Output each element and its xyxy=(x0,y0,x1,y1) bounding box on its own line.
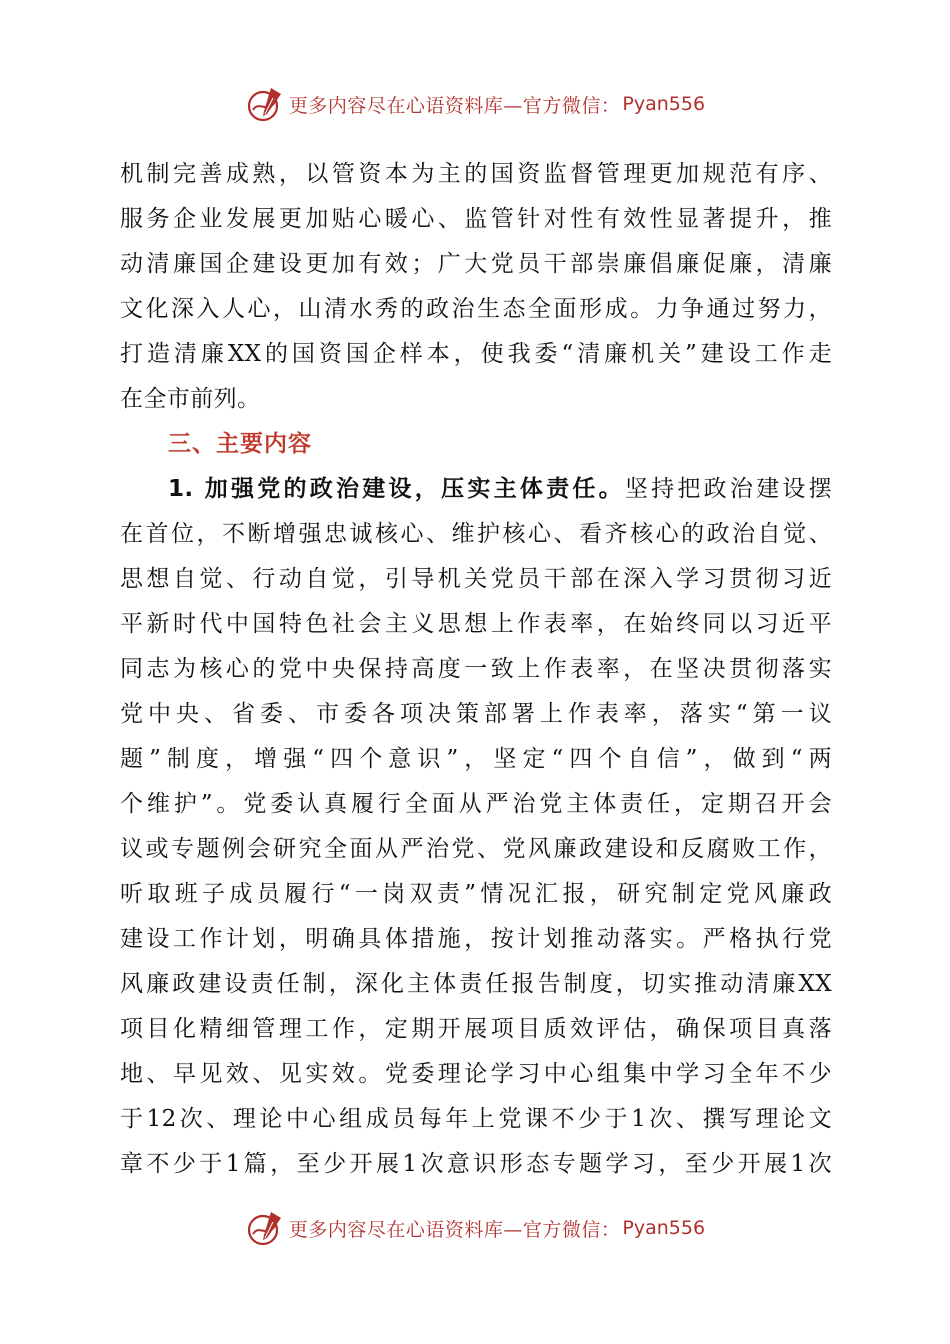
watermark-text: 更多内容尽在心语资料库—官方微信： xyxy=(288,94,621,117)
header-watermark xyxy=(0,82,950,126)
watermark-wechat-id: Pyan556 xyxy=(622,1217,706,1239)
text-line: 在全市前列。 xyxy=(120,386,261,412)
watermark-wechat-id: Pyan556 xyxy=(622,93,706,115)
text-line: 打造清廉XX的国资国企样本，使我委“清廉机关”建设工作走 xyxy=(120,341,832,367)
text-line: 地、早见效、见实效。党委理论学习中心组集中学习全年不少 xyxy=(120,1061,832,1087)
text-line: 动清廉国企建设更加有效；广大党员干部崇廉倡廉促廉，清廉 xyxy=(120,251,832,277)
text-line: 项目化精细管理工作，定期开展项目质效评估，确保项目真落 xyxy=(120,1016,832,1042)
footer-watermark xyxy=(0,1206,950,1250)
text-line: 机制完善成熟，以管资本为主的国资监督管理更加规范有序、 xyxy=(120,161,832,187)
text-line: 服务企业发展更加贴心暖心、监管针对性有效性显著提升，推 xyxy=(120,206,832,232)
text-line: 在首位，不断增强忠诚核心、维护核心、看齐核心的政治自觉、 xyxy=(120,521,832,547)
text-line: 于12次、理论中心组成员每年上党课不少于1次、撰写理论文 xyxy=(120,1106,832,1132)
text-line: 议或专题例会研究全面从严治党、党风廉政建设和反腐败工作， xyxy=(120,836,832,862)
text-line: 章不少于1篇，至少开展1次意识形态专题学习，至少开展1次 xyxy=(120,1151,832,1177)
text-line: 文化深入人心，山清水秀的政治生态全面形成。力争通过努力， xyxy=(120,296,832,322)
text-line: 个维护”。党委认真履行全面从严治党主体责任，定期召开会 xyxy=(120,791,832,817)
item-1-lead: 1. 加强党的政治建设，压实主体责任。 xyxy=(168,476,625,502)
paragraph-continuation xyxy=(120,152,832,422)
text-line: 思想自觉、行动自觉，引导机关党员干部在深入学习贯彻习近 xyxy=(120,566,832,592)
text-line: 同志为核心的党中央保持高度一致上作表率，在坚决贯彻落实 xyxy=(120,656,832,682)
text-line: 风廉政建设责任制，深化主体责任报告制度，切实推动清廉XX xyxy=(120,971,832,997)
quill-signature-logo-icon xyxy=(245,84,285,124)
text-line: 听取班子成员履行“一岗双责”情况汇报，研究制定党风廉政 xyxy=(120,881,832,907)
quill-signature-logo-icon xyxy=(245,1208,285,1248)
item-1-lead-rest: 坚持把政治建设摆 xyxy=(624,476,832,502)
text-line: 平新时代中国特色社会主义思想上作表率，在始终同以习近平 xyxy=(120,611,832,637)
item-1-first-line xyxy=(120,467,832,512)
section-heading: 三、主要内容 xyxy=(168,431,312,457)
document-body xyxy=(120,152,832,1187)
text-line: 建设工作计划，明确具体措施，按计划推动落实。严格执行党 xyxy=(120,926,832,952)
watermark-text: 更多内容尽在心语资料库—官方微信： xyxy=(288,1218,621,1241)
text-line: 题”制度，增强“四个意识”，坚定“四个自信”，做到“两 xyxy=(120,746,832,772)
item-1-paragraph xyxy=(120,467,832,1187)
text-line: 党中央、省委、市委各项决策部署上作表率，落实“第一议 xyxy=(120,701,832,727)
